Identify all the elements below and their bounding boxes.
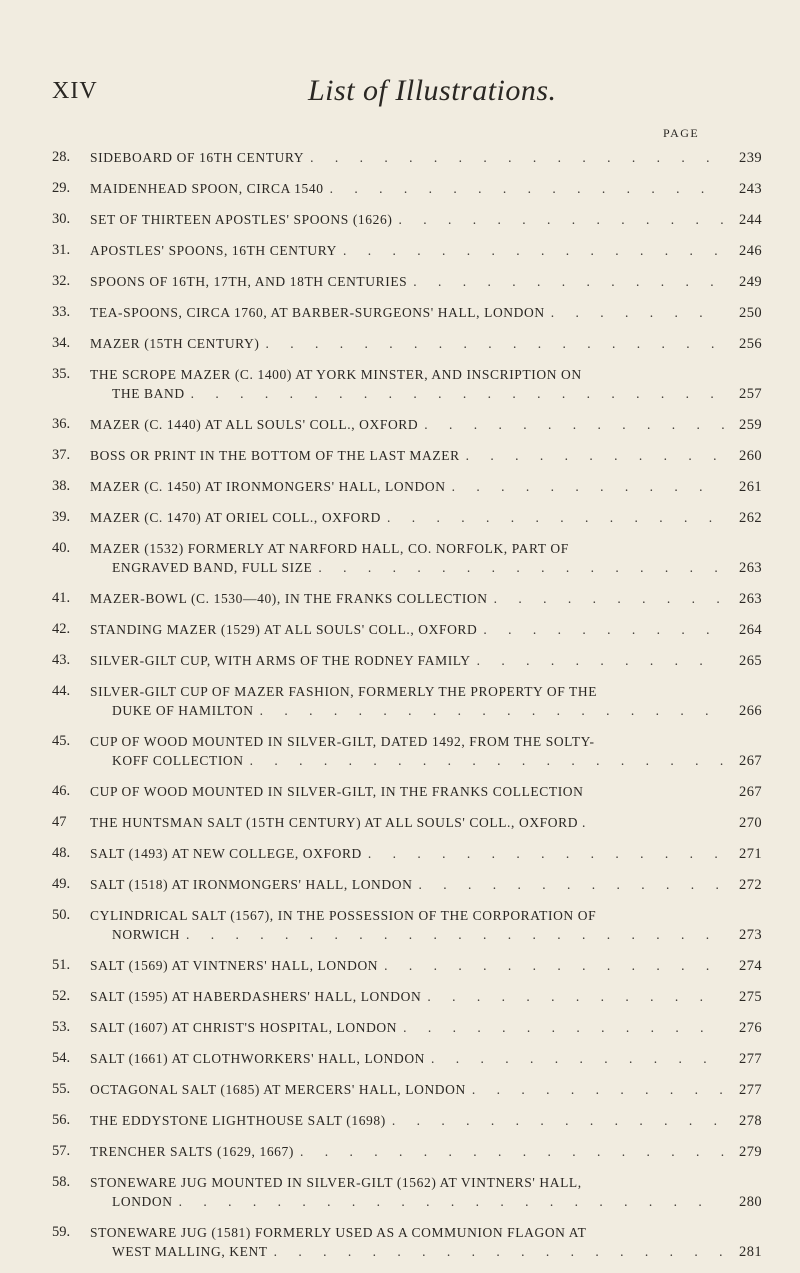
list-item [52,446,762,466]
page-column-label: PAGE [663,126,700,140]
dot-leader [179,1192,724,1211]
entry-page-number: 250 [739,305,762,321]
entry-page-number: 266 [739,703,762,719]
dot-leader [477,651,724,670]
entry-line [112,1192,762,1212]
entry-line [90,651,762,671]
entry-line [90,415,762,435]
dot-leader [466,446,724,465]
entry-line [90,875,762,895]
entry-line [112,701,762,721]
list-item [52,987,762,1007]
entry-title: THE HUNTSMAN SALT (15TH CENTURY) AT ALL SOULS' COLL., OXFORD . [90,815,587,830]
entry-line [90,1018,762,1038]
dot-leader [494,589,724,608]
dot-leader [452,477,724,496]
entry-number: 45. [52,733,71,749]
entry-number: 40. [52,540,71,556]
dot-leader [343,241,724,260]
list-item [52,682,762,721]
dot-leader [300,1142,724,1161]
entry-title: MAZER-BOWL (C. 1530—40), IN THE FRANKS COLLECTION [90,591,488,606]
entry-line [90,508,762,528]
entry-number: 51. [52,957,71,973]
entry-page-number: 279 [739,1144,762,1160]
list-item [52,1111,762,1131]
entry-number: 39. [52,509,71,525]
entry-number: 56. [52,1112,71,1128]
entry-title: SILVER-GILT CUP OF MAZER FASHION, FORMERLY THE PROPERTY OF THE [90,684,598,699]
entry-title: MAZER (1532) FORMERLY AT NARFORD HALL, CO. NORFOLK, PART OF [90,541,569,556]
entry-line [90,334,762,354]
entry-line [112,751,762,771]
entry-page-number: 239 [739,150,762,166]
list-item [52,1223,762,1262]
entry-line [90,477,762,497]
entry-title: SALT (1595) AT HABERDASHERS' HALL, LONDON [90,989,422,1004]
entry-number: 34. [52,335,71,351]
dot-leader [186,925,724,944]
entry-title: MAZER (C. 1440) AT ALL SOULS' COLL., OXFORD [90,417,419,432]
dot-leader [266,334,725,353]
list-item [52,334,762,354]
entry-line [90,1223,762,1242]
entry-page-number: 275 [739,989,762,1005]
entry-number: 53. [52,1019,71,1035]
entry-title: SIDEBOARD OF 16TH CENTURY [90,150,305,165]
entry-page-number: 274 [739,958,762,974]
list-item [52,620,762,640]
entry-page-number: 267 [739,753,762,769]
entry-number: 46. [52,783,71,799]
entry-title: SALT (1569) AT VINTNERS' HALL, LONDON [90,958,379,973]
list-item [52,1049,762,1069]
entry-line [90,303,762,323]
dot-leader [274,1242,724,1261]
entry-line [90,1142,762,1162]
entry-page-number: 244 [739,212,762,228]
entry-title: MAZER (C. 1470) AT ORIEL COLL., OXFORD [90,510,381,525]
entry-number: 35. [52,366,71,382]
list-item [52,956,762,976]
entry-number: 42. [52,621,71,637]
page-header [52,74,752,118]
entry-number: 43. [52,652,71,668]
entry-page-number: 278 [739,1113,762,1129]
entry-title: WEST MALLING, KENT [112,1244,268,1259]
entry-line [112,384,762,404]
entry-page-number: 277 [739,1051,762,1067]
list-item [52,241,762,261]
entry-title: OCTAGONAL SALT (1685) AT MERCERS' HALL, LONDON [90,1082,466,1097]
entry-number: 44. [52,683,71,699]
entry-line [90,906,762,925]
dot-leader [387,508,724,527]
list-item [52,1018,762,1038]
dot-leader [191,384,724,403]
entry-page-number: 270 [739,815,762,831]
list-item [52,508,762,528]
entry-line [90,210,762,230]
list-item [52,589,762,609]
entry-title: APOSTLES' SPOONS, 16TH CENTURY [90,243,337,258]
entry-line [112,1242,762,1262]
entry-number: 37. [52,447,71,463]
entry-title: SILVER-GILT CUP, WITH ARMS OF THE RODNEY FAMILY [90,653,471,668]
entry-title: SALT (1607) AT CHRIST'S HOSPITAL, LONDON [90,1020,398,1035]
entry-title: LONDON [112,1194,173,1209]
list-item [52,813,762,833]
entry-title: CUP OF WOOD MOUNTED IN SILVER-GILT, IN THE FRANKS COLLECTION [90,784,584,799]
entry-title: SALT (1493) AT NEW COLLEGE, OXFORD [90,846,362,861]
entry-line [90,844,762,864]
list-item [52,210,762,230]
entry-line [90,682,762,701]
entry-number: 48. [52,845,71,861]
list-item [52,1173,762,1212]
dot-leader [318,558,724,577]
list-item [52,303,762,323]
entry-line [90,272,762,292]
entry-line [90,446,762,466]
entry-page-number: 263 [739,591,762,607]
entry-title: TRENCHER SALTS (1629, 1667) [90,1144,294,1159]
dot-leader [427,987,724,1006]
entry-title: KOFF COLLECTION [112,753,244,768]
entry-number: 41. [52,590,71,606]
entry-line [90,620,762,640]
dot-leader [260,701,724,720]
entry-title: NORWICH [112,927,180,942]
entry-page-number: 281 [739,1244,762,1260]
dot-leader [398,210,724,229]
entry-line [90,956,762,976]
entry-title: THE SCROPE MAZER (C. 1400) AT YORK MINSTER, AND INSCRIPTION ON [90,367,582,382]
dot-leader [413,272,724,291]
entry-number: 30. [52,211,71,227]
entry-line [90,1173,762,1192]
dot-leader [403,1018,724,1037]
dot-leader [431,1049,724,1068]
entry-page-number: 261 [739,479,762,495]
entry-title: MAZER (15TH CENTURY) [90,336,260,351]
list-item [52,365,762,404]
entry-title: STONEWARE JUG (1581) FORMERLY USED AS A COMMUNION FLAGON AT [90,1225,587,1240]
dot-leader [250,751,724,770]
entry-line [90,1080,762,1100]
entry-number: 55. [52,1081,71,1097]
entry-title: THE BAND [112,386,185,401]
entry-title: CYLINDRICAL SALT (1567), IN THE POSSESSION OF THE CORPORATION OF [90,908,597,923]
dot-leader [483,620,724,639]
dot-leader [384,956,724,975]
entry-page-number: 273 [739,927,762,943]
entry-page-number: 280 [739,1194,762,1210]
entry-number: 57. [52,1143,71,1159]
entry-number: 54. [52,1050,71,1066]
entry-number: 59. [52,1224,71,1240]
list-item [52,844,762,864]
entry-line [90,1049,762,1069]
dot-leader [551,303,724,322]
entry-line [90,589,762,609]
dot-leader [472,1080,724,1099]
entry-number: 50. [52,907,71,923]
entry-page-number: 265 [739,653,762,669]
entry-page-number: 262 [739,510,762,526]
entry-line [90,365,762,384]
entry-page-number: 260 [739,448,762,464]
entry-title: BOSS OR PRINT IN THE BOTTOM OF THE LAST MAZER [90,448,460,463]
entry-page-number: 249 [739,274,762,290]
entry-number: 32. [52,273,71,289]
entry-title: SALT (1518) AT IRONMONGERS' HALL, LONDON [90,877,413,892]
dot-leader [330,179,724,198]
folio-number: XIV [52,78,98,104]
list-item [52,1080,762,1100]
entry-title: STONEWARE JUG MOUNTED IN SILVER-GILT (1562) AT VINTNERS' HALL, [90,1175,582,1190]
list-item [52,179,762,199]
entry-number: 58. [52,1174,71,1190]
list-item [52,732,762,771]
entry-number: 28. [52,149,71,165]
entry-title: THE EDDYSTONE LIGHTHOUSE SALT (1698) [90,1113,386,1128]
entry-line [90,987,762,1007]
entry-title: TEA-SPOONS, CIRCA 1760, AT BARBER-SURGEONS' HALL, LONDON [90,305,545,320]
entry-number: 47 [52,814,67,830]
entry-title: SPOONS OF 16TH, 17TH, AND 18TH CENTURIES [90,274,408,289]
entry-line [90,782,762,802]
entry-page-number: 257 [739,386,762,402]
entry-number: 38. [52,478,71,494]
entry-title: CUP OF WOOD MOUNTED IN SILVER-GILT, DATED 1492, FROM THE SOLTY- [90,734,595,749]
entry-page-number: 246 [739,243,762,259]
list-item [52,148,762,168]
list-item [52,906,762,945]
entry-title: DUKE OF HAMILTON [112,703,254,718]
entry-title: MAZER (C. 1450) AT IRONMONGERS' HALL, LONDON [90,479,446,494]
dot-leader [418,875,724,894]
dot-leader [310,148,724,167]
entry-title: STANDING MAZER (1529) AT ALL SOULS' COLL., OXFORD [90,622,478,637]
dot-leader [368,844,724,863]
entry-line [90,241,762,261]
entry-page-number: 263 [739,560,762,576]
entry-number: 52. [52,988,71,1004]
entry-page-number: 259 [739,417,762,433]
entry-title: SET OF THIRTEEN APOSTLES' SPOONS (1626) [90,212,393,227]
list-item [52,539,762,578]
list-item [52,875,762,895]
list-item [52,651,762,671]
entry-line [90,813,762,833]
entry-line [112,925,762,945]
entry-page-number: 272 [739,877,762,893]
entry-page-number: 264 [739,622,762,638]
entry-number: 33. [52,304,71,320]
entry-page-number: 271 [739,846,762,862]
entry-number: 29. [52,180,71,196]
entry-page-number: 243 [739,181,762,197]
list-item [52,477,762,497]
illustrations-list [52,148,762,1273]
list-item [52,782,762,802]
entry-line [90,1111,762,1131]
entry-line [90,148,762,168]
dot-leader [424,415,724,434]
entry-line [90,179,762,199]
entry-page-number: 256 [739,336,762,352]
entry-line [90,732,762,751]
dot-leader [392,1111,724,1130]
entry-title: SALT (1661) AT CLOTHWORKERS' HALL, LONDON [90,1051,426,1066]
entry-page-number: 267 [739,784,762,800]
entry-number: 49. [52,876,71,892]
entry-line [90,539,762,558]
entry-line [112,558,762,578]
list-item [52,272,762,292]
entry-number: 36. [52,416,71,432]
entry-title: MAIDENHEAD SPOON, CIRCA 1540 [90,181,324,196]
list-item [52,415,762,435]
list-item [52,1142,762,1162]
running-title: List of Illustrations. [308,74,557,107]
entry-number: 31. [52,242,71,258]
entry-page-number: 276 [739,1020,762,1036]
entry-title: ENGRAVED BAND, FULL SIZE [112,560,313,575]
entry-page-number: 277 [739,1082,762,1098]
